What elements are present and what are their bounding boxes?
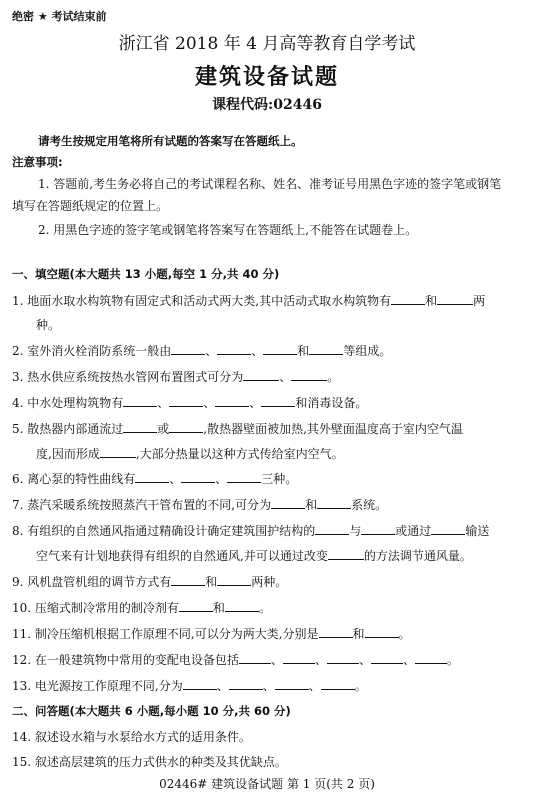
section-2-heading [12,703,524,719]
question-10: 10. 压缩式制冷常用的制冷剂有 和 。 [12,601,271,615]
question-5-cont: 度,因而形成 ,大部分热量以这种方式传给室内空气。 [36,447,344,461]
question-1: 1. 地面水取水构筑物有固定式和活动式两大类,其中活动式取水构筑物有 和 两 [12,294,486,308]
question-5: 5. 散热器内部通流过 或 ,散热器壁面被加热,其外壁面温度高于室内空气温 [12,422,463,436]
question-8-cont: 空气来有计划地获得有组织的自然通风,并可以通过改变 的方法调节通风量。 [36,549,472,563]
answer-blank [271,496,305,509]
course-code: 课程代码:02446 [212,97,322,113]
answer-blank [309,342,343,355]
question-11: 11. 制冷压缩机根据工作原理不同,可以分为两大类,分别是 和 。 [12,627,411,641]
answer-blank [283,651,315,664]
note-2: 2. 用黑色字迹的签字笔或钢笔将答案写在答题纸上,不能答在试题卷上。 [38,223,418,237]
question-1-cont: 种。 [36,318,61,332]
answer-blank [183,677,217,690]
question-7: 7. 蒸汽采暖系统按照蒸汽干管布置的不同,可分为 和 系统。 [12,498,388,512]
answer-blank [391,292,425,305]
question-12: 12. 在一般建筑物中常用的变配电设备包括 、 、 、 、 。 [12,653,459,667]
answer-blank [437,292,473,305]
answer-blank [319,625,353,638]
answer-blank [315,522,349,535]
answer-blank [123,420,157,433]
answer-blank [135,470,169,483]
answer-blank [263,342,297,355]
question-9: 9. 风机盘管机组的调节方式有 和 两种。 [12,575,288,589]
question-14: 14. 叙述设水箱与水泵给水方式的适用条件。 [12,730,251,744]
answer-blank [217,573,251,586]
main-instruction: 请考生按规定用笔将所有试题的答案写在答题纸上。 [38,134,303,148]
answer-blank [123,394,157,407]
answer-blank [275,677,309,690]
answer-blank [171,573,205,586]
answer-blank [229,677,263,690]
section-1-desc: (本大题共 13 小题,每空 1 分,共 40 分) [69,267,280,281]
answer-blank [169,420,203,433]
question-3: 3. 热水供应系统按热水管网布置图式可分为 、 。 [12,370,340,384]
answer-blank [243,368,279,381]
question-2: 2. 室外消火栓消防系统一般由 、 、 和 等组成。 [12,344,392,358]
answer-blank [291,368,327,381]
section-1-title: 一、填空题 [12,267,70,281]
answer-blank [327,651,359,664]
section-2-desc: (本大题共 6 小题,每小题 10 分,共 60 分) [69,704,291,718]
question-4: 4. 中水处理构筑物有 、 、 、 和消毒设备。 [12,396,368,410]
answer-blank [415,651,447,664]
question-6: 6. 离心泵的特性曲线有 、 、 三种。 [12,472,298,486]
answer-blank [100,445,136,458]
answer-blank [317,496,351,509]
answer-blank [171,342,205,355]
answer-blank [328,547,364,560]
answer-blank [371,651,403,664]
question-8: 8. 有组织的自然通风指通过精确设计确定建筑围护结构的 与 或通过 输送 [12,524,490,538]
confidential-label: 绝密 ★ 考试结束前 [12,10,107,23]
answer-blank [217,342,251,355]
answer-blank [169,394,203,407]
answer-blank [239,651,271,664]
answer-blank [361,522,395,535]
answer-blank [321,677,355,690]
answer-blank [431,522,465,535]
answer-blank [225,599,259,612]
answer-blank [179,599,213,612]
paper-title: 建筑设备试题 [194,64,339,90]
note-1-line-1: 1. 答题前,考生务必将自己的考试课程名称、姓名、准考证号用黑色字迹的签字笔或钢笔 [38,177,502,191]
note-1-line-2: 填写在答题纸规定的位置上。 [12,199,169,213]
answer-blank [365,625,399,638]
section-1-heading [12,266,524,282]
notes-title: 注意事项: [12,155,63,169]
answer-blank [261,394,295,407]
answer-blank [227,470,261,483]
question-15: 15. 叙述高层建筑的压力式供水的种类及其优缺点。 [12,755,287,769]
page-footer: 02446# 建筑设备试题 第 1 页(共 2 页) [159,777,375,791]
exam-title: 浙江省 2018 年 4 月高等教育自学考试 [118,34,416,54]
answer-blank [215,394,249,407]
answer-blank [181,470,215,483]
section-2-title: 二、问答题 [12,704,70,718]
question-13: 13. 电光源按工作原理不同,分为 、 、 、 。 [12,679,367,693]
